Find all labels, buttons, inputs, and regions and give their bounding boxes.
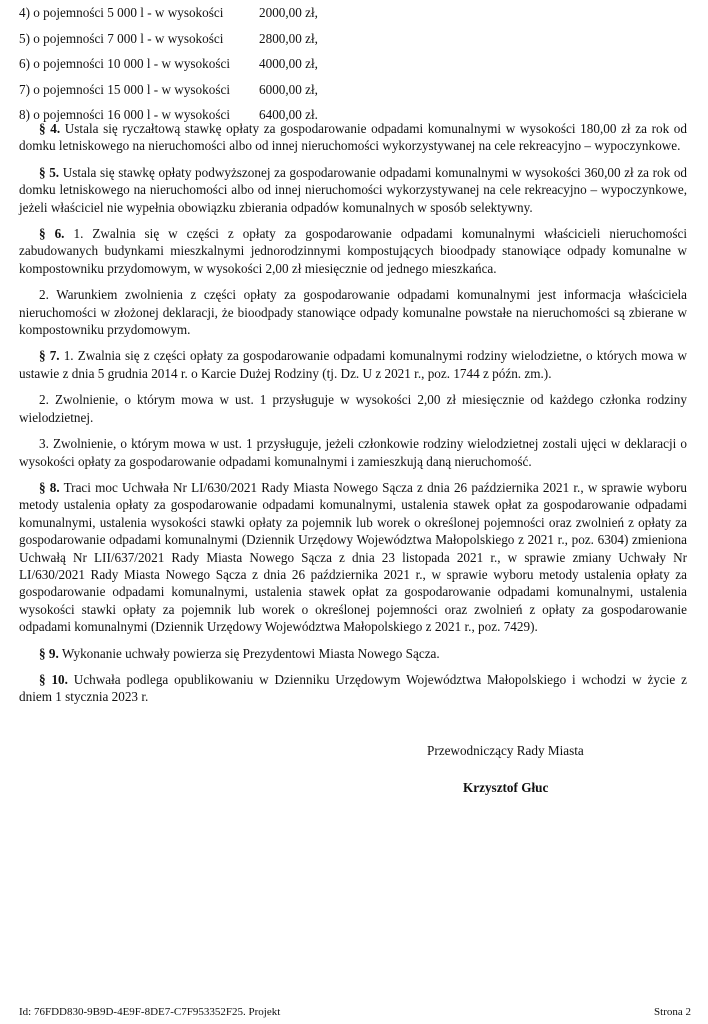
paragraph-text: Uchwała podlega opublikowaniu w Dzienniku Urzędowym Województwa Małopolskiego i wchodzi w życie z dniem 1 stycznia 2023 r. xyxy=(19,671,687,705)
paragraph-10 xyxy=(19,671,687,706)
paragraph-text: Ustala się stawkę opłaty podwyższonej za gospodarowanie odpadami komunalnymi w wysokości 360,00 zł za rok od domku letniskowego na nieruchomości albo od innej nieruchomości wykorzystywanej na cele rekreacyjno – wypoczynkowe, jeżeli właściciel nie wypełnia obowiązku zbierania odpadów komunalnych w sposób selektywny. xyxy=(19,164,688,215)
document-id: Id: 76FDD830-9B9D-4E9F-8DE7-C7F953352F25. Projekt xyxy=(19,1006,281,1018)
section-mark: § 5. xyxy=(39,164,60,180)
rate-value: 2000,00 zł, xyxy=(259,5,318,20)
paragraph-7-3 xyxy=(19,435,687,470)
paragraph-6-2 xyxy=(19,286,687,338)
section-mark: § 4. xyxy=(39,121,61,136)
signature-name: Krzysztof Głuc xyxy=(463,780,549,795)
rate-row xyxy=(19,30,318,56)
rate-value: 6000,00 zł, xyxy=(259,81,318,97)
section-mark: § 8. xyxy=(39,479,60,495)
rate-description: 7) o pojemności 15 000 l - w wysokości xyxy=(19,81,230,97)
rate-row xyxy=(19,55,318,81)
paragraph-text: Traci moc Uchwała Nr LI/630/2021 Rady Miasta Nowego Sącza z dnia 26 października 2021 r., w sprawie wyboru metody ustalenia opłaty za gospodarowanie odpadami komunalnymi, ustalenia stawek opłat za gospodarowanie odpadami komunalnymi, ustalenia wysokości stawki opłaty za pojemnik lub worek o określonej pojemności oraz zwolnień z opłaty za gospodarowanie odpadami komunalnymi (Dziennik Urzędowy Województwa Małopolskiego z 2021 r., poz. 6304) zmieniona Uchwałą Nr LII/637/2021 Rady Miasta Nowego Sącza z dnia 23 listopada 2021 r., w sprawie zmiany Uchwały Nr LI/630/2021 Rady Miasta Nowego Sącza z dnia 26 października 2021 r., w sprawie wyboru metody ustalenia opłaty za gospodarowanie odpadami komunalnymi, ustalenia stawek opłat za gospodarowanie odpadami komunalnymi, ustalenia wysokości stawki opłaty za pojemnik lub worek o określonej pojemności oraz zwolnień z opłaty za gospodarowanie odpadami komunalnymi (Dziennik Urzędowy Województwa Małopolskiego z 2021 r., poz. 7429). xyxy=(19,479,687,635)
rate-row xyxy=(19,4,318,30)
paragraph-text: 2. Zwolnienie, o którym mowa w ust. 1 przysługuje w wysokości 2,00 zł miesięcznie od każdego członka rodziny wielodzietnej. xyxy=(19,392,687,425)
section-mark: § 6. xyxy=(39,226,65,242)
rate-description: 5) o pojemności 7 000 l - w wysokości xyxy=(19,30,224,46)
signature-title: Przewodniczący Rady Miasta xyxy=(427,743,584,758)
container-rates-list xyxy=(19,4,318,132)
rate-value: 2800,00 zł, xyxy=(259,30,318,46)
paragraph-text: 3. Zwolnienie, o którym mowa w ust. 1 przysługuje, jeżeli członkowie rodziny wielodzietnej zostali ujęci w deklaracji o wysokości opłaty za gospodarowanie odpadami komunalnymi i zamieszkują daną nieruchomość. xyxy=(19,436,687,469)
rate-description: 6) o pojemności 10 000 l - w wysokości xyxy=(19,56,230,72)
rate-description: 8) o pojemności 16 000 l - w wysokości xyxy=(19,107,230,123)
paragraph-9 xyxy=(19,645,687,662)
paragraph-7-2 xyxy=(19,391,687,426)
paragraph-text: 1. Zwalnia się z części opłaty za gospodarowanie odpadami komunalnymi rodziny wielodzietne, o których mowa w ustawie z dnia 5 grudnia 2014 r. o Karcie Dużej Rodziny (tj. Dz. U z 2021 r., poz. 1744 z późn. zm.). xyxy=(19,348,687,381)
rate-value: 4000,00 zł, xyxy=(259,56,318,72)
paragraph-text: Ustala się ryczałtową stawkę opłaty za gospodarowanie odpadami komunalnymi w wysokości 180,00 zł za rok od domku letniskowego na nieruchomości albo od innej nieruchomości wykorzystywanej na cele rekreacyjno – wypoczynkowe. xyxy=(19,121,687,154)
rate-row xyxy=(19,81,318,107)
rate-value: 6400,00 zł. xyxy=(259,107,318,123)
paragraph-6-1 xyxy=(19,225,687,277)
section-mark: § 7. xyxy=(39,348,60,364)
section-mark: § 9. xyxy=(39,645,59,661)
paragraph-8 xyxy=(19,479,687,636)
paragraph-7-1 xyxy=(19,347,687,382)
rate-description: 4) o pojemności 5 000 l - w wysokości xyxy=(19,5,224,20)
paragraph-4 xyxy=(19,120,687,155)
paragraph-text: 2. Warunkiem zwolnienia z części opłaty za gospodarowanie odpadami komunalnymi jest informacja właściciela nieruchomości w złożonej deklaracji, że bioodpady stanowiące odpady komunalne powstałe na nieruchomości są zbierane w kompostowniku przydomowym. xyxy=(19,287,687,338)
paragraph-text: Wykonanie uchwały powierza się Prezydentowi Miasta Nowego Sącza. xyxy=(58,645,440,661)
document-body xyxy=(19,120,687,715)
page-number: Strona 2 xyxy=(654,1006,691,1018)
section-mark: § 10. xyxy=(39,671,68,687)
paragraph-5 xyxy=(19,164,687,216)
paragraph-text: 1. Zwalnia się w części z opłaty za gospodarowanie odpadami komunalnymi właścicieli nieruchomości zabudowanych budynkami mieszkalnymi jednorodzinnymi kompostujących bioodpady stanowiące odpady komunalne w kompostowniku przydomowym, w wysokości 2,00 zł miesięcznie od jednego mieszkańca. xyxy=(19,226,688,276)
